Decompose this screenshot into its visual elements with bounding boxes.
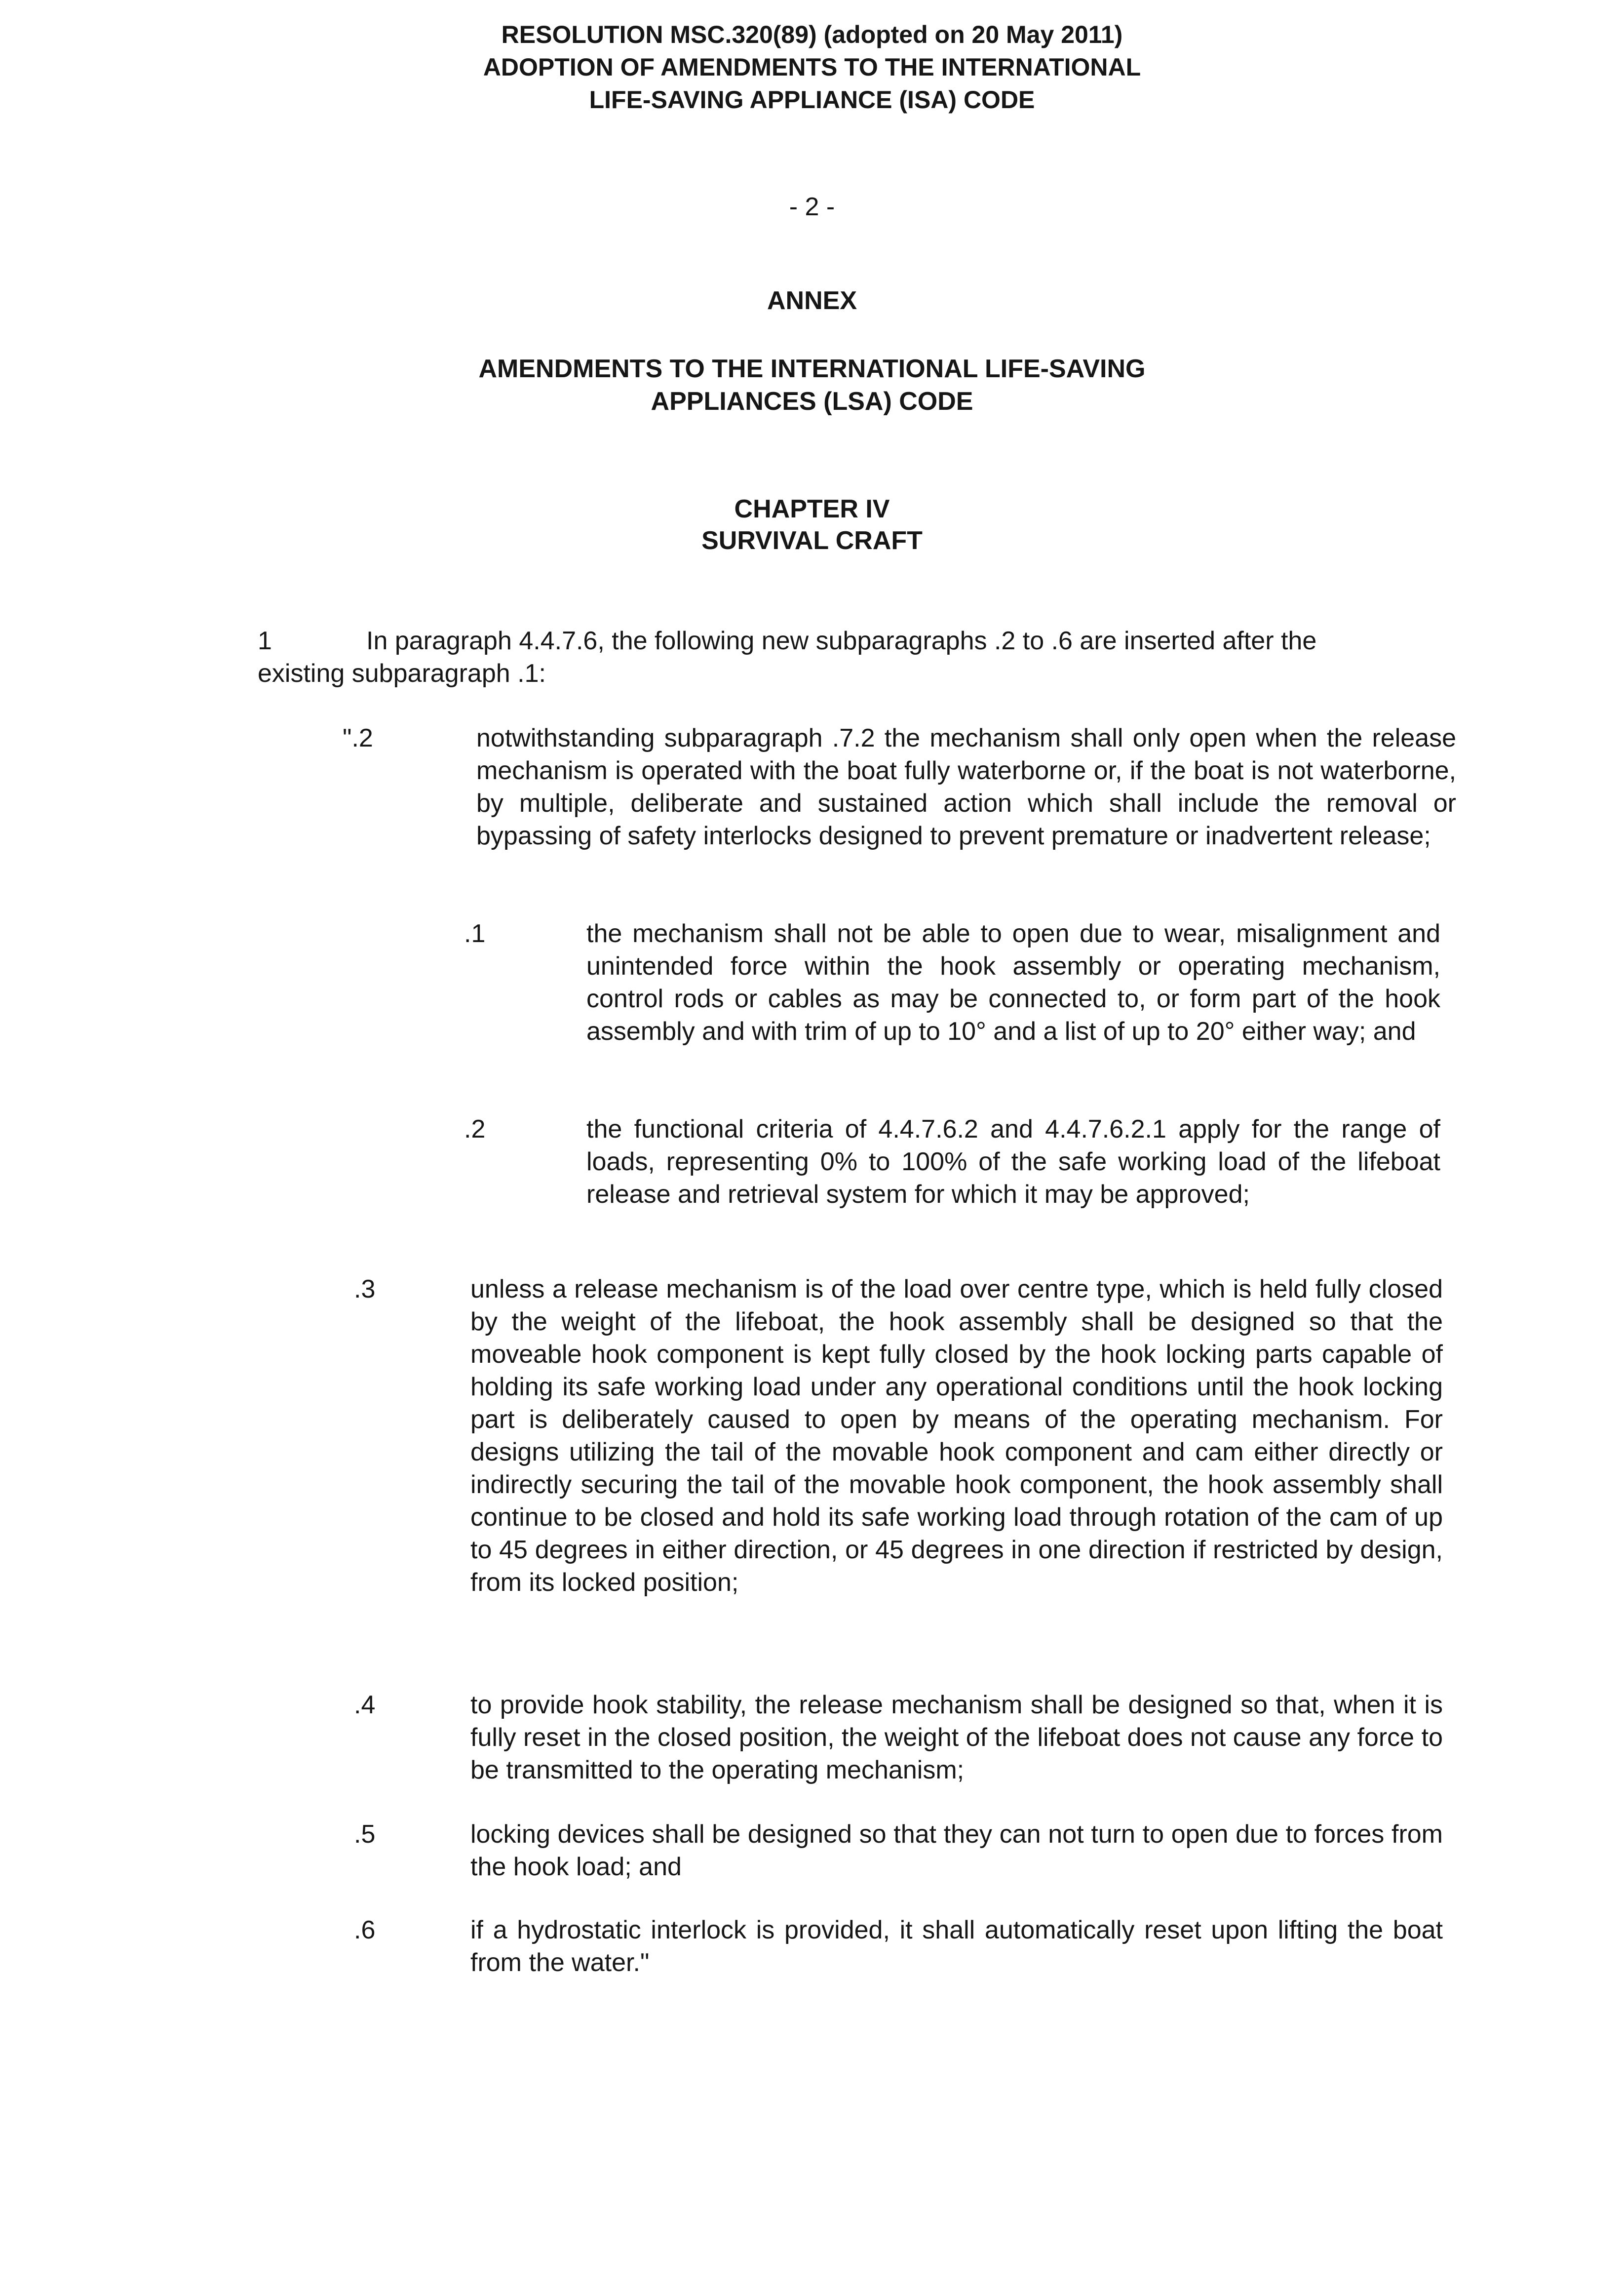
header-code-line: LIFE-SAVING APPLIANCE (ISA) CODE: [589, 86, 1035, 114]
item-number: .5: [354, 1820, 376, 1849]
item-text: unless a release mechanism is of the load over centre type, which is held fully closed by the weight of the lifeboat, the hook assembly shall be designed so that the moveable hook component is kept fully closed by the hook locking parts capable of holding its safe working load under any operational conditions until the hook locking part is deliberately caused to open by means of the operating mechanism. For designs utilizing the tail of the movable hook component and cam either directly or indirectly securing the tail of the movable hook component, the hook assembly shall continue to be closed and hold its safe working load through rotation of the cam of up to 45 degrees in either direction, or 45 degrees in one direction if restricted by design, from its locked position;: [470, 1275, 1443, 1597]
annex-title: ANNEX: [767, 286, 857, 315]
item-text: locking devices shall be designed so that they can not turn to open due to forces from the hook load; and: [470, 1820, 1443, 1881]
item-text: to provide hook stability, the release mechanism shall be designed so that, when it is fully reset in the closed position, the weight of the lifeboat does not cause any force to be transmitted to the operating mechanism;: [470, 1691, 1443, 1784]
header-adoption-line: ADOPTION OF AMENDMENTS TO THE INTERNATIONAL: [483, 53, 1141, 81]
item-text: notwithstanding subparagraph .7.2 the mechanism shall only open when the release mechanism is operated with the boat fully waterborne or, if the boat is not waterborne, by multiple, deliberate and sustained action which shall include the removal or bypassing of safety interlocks designed to prevent premature or inadvertent release;: [476, 724, 1456, 850]
item-number: .3: [354, 1275, 376, 1303]
item-number: .4: [354, 1691, 376, 1719]
intro-paragraph-first-line: In paragraph 4.4.7.6, the following new subparagraphs .2 to .6 are inserted after the: [366, 627, 1317, 655]
subitem-text: the mechanism shall not be able to open due to wear, misalignment and unintended force within the hook assembly or operating mechanism, control rods or cables as may be connected to, or form part of the hook assembly and with trim of up to 10° and a list of up to 20° either way; and: [586, 919, 1440, 1046]
subitem-text: the functional criteria of 4.4.7.6.2 and 4.4.7.6.2.1 apply for the range of loads, representing 0% to 100% of the safe working load of the lifeboat release and retrieval system for which it may be approved;: [586, 1115, 1440, 1209]
subitem-number: .1: [464, 919, 486, 948]
subitem-number: .2: [464, 1115, 486, 1144]
page-number: - 2 -: [789, 193, 835, 221]
intro-paragraph-number: 1: [258, 627, 272, 655]
item-number: .6: [354, 1916, 376, 1944]
header-resolution-line: RESOLUTION MSC.320(89) (adopted on 20 May 2011): [501, 21, 1123, 48]
item-text: if a hydrostatic interlock is provided, it shall automatically reset upon lifting the boat from the water.": [470, 1916, 1443, 1977]
annex-subtitle-line2: APPLIANCES (LSA) CODE: [651, 387, 973, 416]
annex-subtitle-line1: AMENDMENTS TO THE INTERNATIONAL LIFE-SAVING: [478, 355, 1146, 383]
intro-paragraph-continuation: existing subparagraph .1:: [258, 659, 546, 688]
chapter-number: CHAPTER IV: [734, 495, 890, 523]
chapter-title: SURVIVAL CRAFT: [701, 526, 923, 555]
item-number: ".2: [343, 724, 373, 752]
